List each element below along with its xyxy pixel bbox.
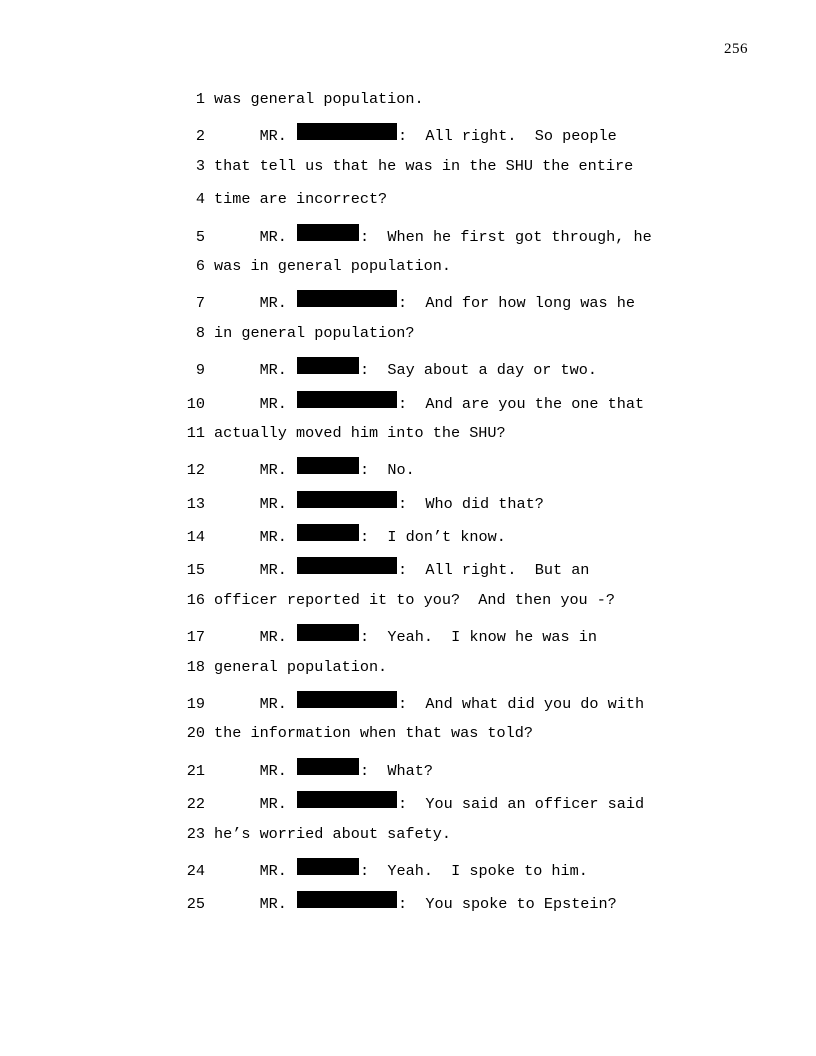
line-number: 17 <box>186 628 205 647</box>
line-number: 25 <box>186 895 205 914</box>
line-text <box>214 257 451 275</box>
line-text <box>214 90 424 108</box>
line-number: 8 <box>195 323 205 342</box>
line-text <box>214 825 451 843</box>
line-text <box>214 123 617 145</box>
redaction-box <box>297 758 359 775</box>
line-text-segment: : Who did that? <box>398 494 544 513</box>
line-text-segment: : All right. But an <box>398 561 590 580</box>
line-text-segment: : Yeah. I know he was in <box>360 628 597 647</box>
line-text <box>214 357 597 379</box>
line-text-segment: : What? <box>360 761 433 780</box>
line-text <box>214 624 597 646</box>
transcript-line <box>0 624 816 657</box>
line-text-segment: : No. <box>360 461 415 480</box>
line-text <box>214 758 433 780</box>
transcript-line <box>0 691 816 724</box>
transcript-line <box>0 190 816 223</box>
line-text <box>214 157 633 175</box>
line-text-segment: MR. <box>214 361 297 380</box>
redaction-box <box>297 791 397 808</box>
line-text-segment: actually moved him into the SHU? <box>214 423 506 442</box>
line-number: 1 <box>195 90 205 108</box>
line-text-segment: MR. <box>214 127 297 146</box>
line-number: 4 <box>195 190 205 209</box>
line-number: 13 <box>186 494 205 513</box>
line-number: 3 <box>195 156 205 175</box>
line-text <box>214 891 617 913</box>
line-text-segment: : Say about a day or two. <box>360 361 597 380</box>
line-text <box>214 190 387 208</box>
line-text-segment: MR. <box>214 227 297 246</box>
line-number: 2 <box>195 127 205 146</box>
transcript-line <box>0 324 816 357</box>
transcript-line <box>0 391 816 424</box>
line-text-segment: general population. <box>214 657 388 676</box>
line-text <box>214 391 644 413</box>
line-number: 9 <box>195 361 205 380</box>
redaction-box <box>297 691 397 708</box>
transcript-line <box>0 557 816 590</box>
transcript-line <box>0 491 816 524</box>
line-number: 22 <box>186 795 205 814</box>
line-text-segment: MR. <box>214 628 297 647</box>
line-text <box>214 324 415 342</box>
transcript-line <box>0 825 816 858</box>
line-text-segment: MR. <box>214 461 297 480</box>
line-text-segment: : You said an officer said <box>398 795 645 814</box>
redaction-box <box>297 557 397 574</box>
transcript-line <box>0 424 816 457</box>
line-number: 11 <box>186 423 205 442</box>
line-number: 21 <box>186 761 205 780</box>
transcript-line <box>0 524 816 557</box>
transcript-line <box>0 224 816 257</box>
line-text-segment: MR. <box>214 394 297 413</box>
line-text-segment: officer reported it to you? And then you -? <box>214 590 616 609</box>
redaction-box <box>297 858 359 875</box>
line-text <box>214 691 644 713</box>
transcript-line <box>0 791 816 824</box>
line-number: 24 <box>186 861 205 880</box>
line-text-segment: : You spoke to Epstein? <box>398 895 617 914</box>
transcript-line <box>0 257 816 290</box>
line-text <box>214 557 589 579</box>
line-text-segment: MR. <box>214 761 297 780</box>
line-text <box>214 658 387 676</box>
line-number: 10 <box>186 394 205 413</box>
line-text-segment: MR. <box>214 561 297 580</box>
line-text-segment: : And are you the one that <box>398 394 645 413</box>
line-text-segment: MR. <box>214 695 297 714</box>
line-text <box>214 224 652 246</box>
line-text-segment: in general population? <box>214 323 415 342</box>
line-number: 20 <box>186 724 205 743</box>
transcript-line <box>0 891 816 924</box>
redaction-box <box>297 391 397 408</box>
line-number: 19 <box>186 695 205 714</box>
transcript-body <box>0 90 816 925</box>
line-number: 5 <box>195 227 205 246</box>
line-number: 23 <box>186 824 205 843</box>
redaction-box <box>297 457 359 474</box>
transcript-line <box>0 123 816 156</box>
redaction-box <box>297 624 359 641</box>
line-text <box>214 858 588 880</box>
line-text-segment: he’s worried about safety. <box>214 824 451 843</box>
redaction-box <box>297 123 397 140</box>
line-text-segment: MR. <box>214 895 297 914</box>
line-text-segment: MR. <box>214 494 297 513</box>
line-text-segment: was general population. <box>214 90 424 108</box>
transcript-line <box>0 90 816 123</box>
line-text <box>214 524 506 546</box>
line-text <box>214 491 544 513</box>
line-text-segment: MR. <box>214 528 297 547</box>
redaction-box <box>297 290 397 307</box>
line-text-segment: : All right. So people <box>398 127 617 146</box>
line-text-segment: the information when that was told? <box>214 724 533 743</box>
line-text <box>214 457 415 479</box>
transcript-line <box>0 858 816 891</box>
redaction-box <box>297 891 397 908</box>
line-text-segment: time are incorrect? <box>214 190 388 209</box>
transcript-line <box>0 357 816 390</box>
transcript-line <box>0 290 816 323</box>
redaction-box <box>297 224 359 241</box>
line-number: 16 <box>186 590 205 609</box>
line-text <box>214 791 644 813</box>
line-text-segment: : And for how long was he <box>398 294 635 313</box>
line-text-segment: that tell us that he was in the SHU the entire <box>214 156 634 175</box>
line-number: 14 <box>186 528 205 547</box>
redaction-box <box>297 524 359 541</box>
transcript-line <box>0 658 816 691</box>
line-text-segment: MR. <box>214 861 297 880</box>
line-number: 7 <box>195 294 205 313</box>
transcript-line <box>0 157 816 190</box>
page-number: 256 <box>724 41 748 57</box>
line-text-segment: : Yeah. I spoke to him. <box>360 861 588 880</box>
line-text <box>214 591 615 609</box>
redaction-box <box>297 357 359 374</box>
line-text <box>214 424 506 442</box>
line-text <box>214 290 635 312</box>
transcript-line <box>0 457 816 490</box>
line-text-segment: : When he first got through, he <box>360 227 652 246</box>
line-text-segment: : And what did you do with <box>398 695 645 714</box>
redaction-box <box>297 491 397 508</box>
line-text-segment: MR. <box>214 795 297 814</box>
line-text-segment: : I don’t know. <box>360 528 506 547</box>
transcript-line <box>0 591 816 624</box>
line-text-segment: MR. <box>214 294 297 313</box>
line-number: 18 <box>186 657 205 676</box>
line-text <box>214 724 533 742</box>
line-number: 12 <box>186 461 205 480</box>
transcript-line <box>0 758 816 791</box>
transcript-line <box>0 724 816 757</box>
line-text-segment: was in general population. <box>214 256 451 275</box>
line-number: 6 <box>195 256 205 275</box>
line-number: 15 <box>186 561 205 580</box>
